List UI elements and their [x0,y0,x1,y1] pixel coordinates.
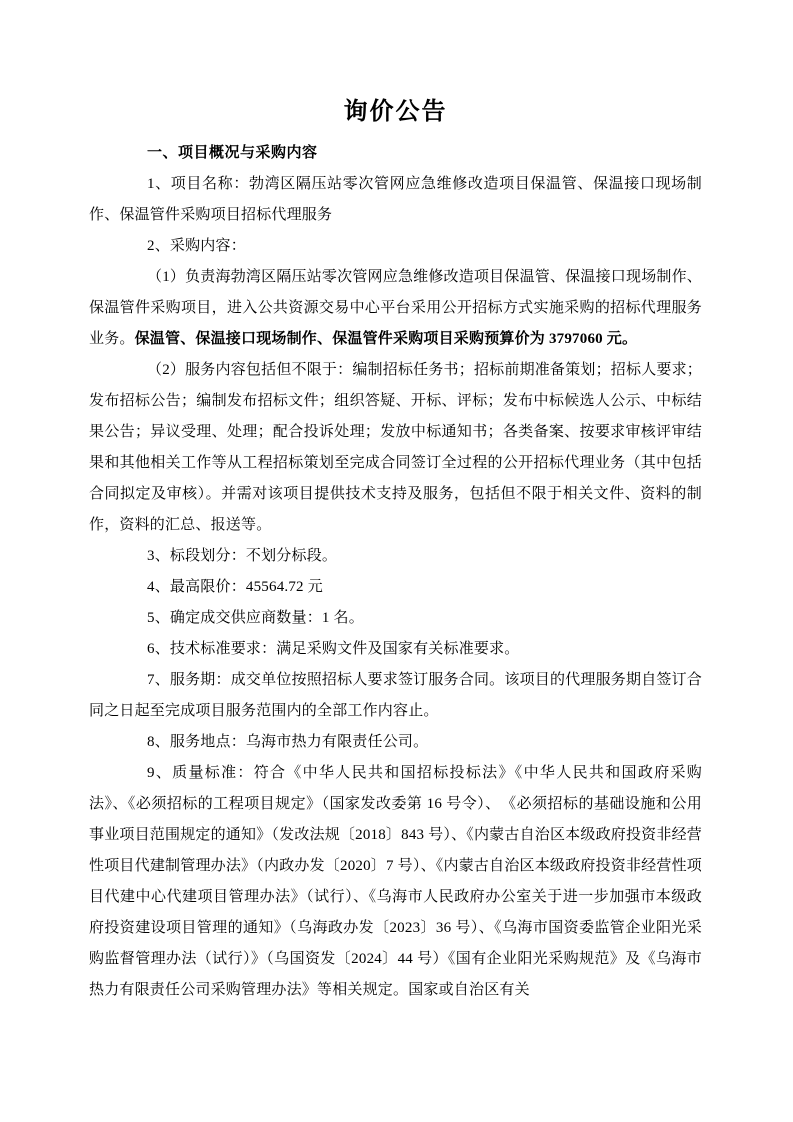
paragraph-text: 9、质量标准：符合《中华人民共和国招标投标法》《中华人民共和国政府采购法》、《必须招标的工程项目规定》（国家发改委第 16 号令）、 《必须招标的基础设施和公用事业项目范围规定的通知》（发改法规〔2018〕843 号）、《内蒙古自治区本级政府投资非经营性项目代建制管理办法》（内政办发〔2020〕7 号）、《内蒙古自治区本级政府投资非经营性项目代建中心代建项目管理办法》（试行）、《乌海市人民政府办公室关于进一步加强市本级政府投资建设项目管理的通知》（乌海政办发〔2023〕36 号）、《乌海市国资委监管企业阳光采购监督管理办法（试行）》（乌国资发〔2024〕44 号）《国有企业阳光采购规范》及《乌海市热力有限责任公司采购管理办法》等相关规定。国家或自治区有关 [89,765,702,998]
paragraph-quality-standard [89,758,702,1006]
paragraph-text: （2）服务内容包括但不限于：编制招标任务书；招标前期准备策划；招标人要求；发布招标公告；编制发布招标文件；组织答疑、开标、评标；发布中标候选人公示、中标结果公告；异议受理、处理；配合投诉处理；发放中标通知书；各类备案、按要求审核评审结果和其他相关工作等从工程招标策划至完成合同签订全过程的公开招标代理业务（其中包括合同拟定及审核）。并需对该项目提供技术支持及服务，包括但不限于相关文件、资料的制作，资料的汇总、报送等。 [89,362,702,533]
paragraph-service-period [89,665,702,727]
paragraph-supplier-count [89,603,702,634]
paragraph-text: 8、服务地点：乌海市热力有限责任公司。 [147,734,429,750]
paragraph-text: 6、技术标准要求：满足采购文件及国家有关标准要求。 [147,641,520,657]
paragraph-project-name [89,169,702,231]
paragraph-procurement-item-1 [89,262,702,355]
paragraph-max-price [89,572,702,603]
paragraph-procurement-item-2 [89,355,702,541]
paragraph-text: 5、确定成交供应商数量：1 名。 [147,610,364,626]
paragraph-technical-standard [89,634,702,665]
paragraph-text: 3、标段划分：不划分标段。 [147,548,338,564]
paragraph-lot-division [89,541,702,572]
section-heading-project-overview: 一、项目概况与采购内容 [147,145,318,161]
paragraph-text: 4、最高限价：45564.72 元 [147,579,323,595]
paragraph-text: （1）负责海勃湾区隔压站零次管网应急维修改造项目保温管、保温接口现场制作、保温管件采购项目，进入公共资源交易中心平台采用公开招标方式实施采购的招标代理服务业务。 [89,269,702,347]
document-content [89,96,702,1006]
paragraph-service-location [89,727,702,758]
budget-price-bold-text: 保温管、保温接口现场制作、保温管件采购项目采购预算价为 3797060 元。 [134,331,638,347]
paragraph-procurement-content-label [89,231,702,262]
page-title: 询价公告 [343,99,448,125]
paragraph-text: 1、项目名称：勃湾区隔压站零次管网应急维修改造项目保温管、保温接口现场制作、保温管件采购项目招标代理服务 [89,176,702,223]
paragraph-text: 7、服务期：成交单位按照招标人要求签订服务合同。该项目的代理服务期自签订合同之日起至完成项目服务范围内的全部工作内容止。 [89,672,702,719]
paragraph-text: 2、采购内容： [147,238,246,254]
